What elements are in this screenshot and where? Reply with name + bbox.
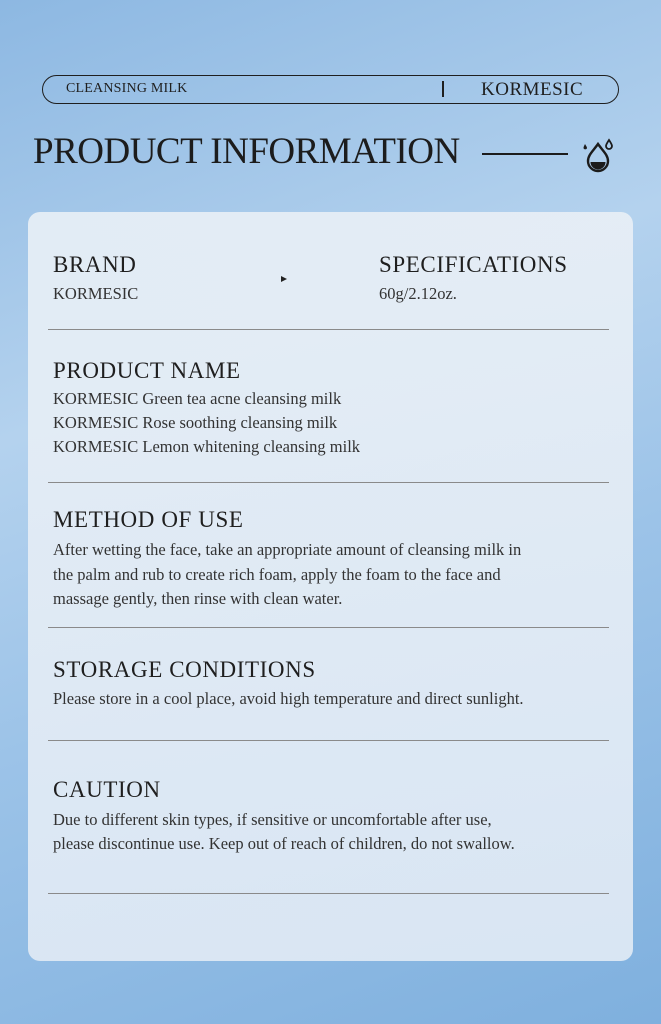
product-name-label: PRODUCT NAME <box>53 358 241 383</box>
specifications-value: 60g/2.12oz. <box>379 284 457 303</box>
section-divider <box>48 482 609 483</box>
caution-line: Due to different skin types, if sensitive or uncomfortable after use, <box>53 810 492 829</box>
section-divider <box>48 893 609 894</box>
product-name-line: KORMESIC Rose soothing cleansing milk <box>53 413 338 432</box>
product-name-line: KORMESIC Lemon whitening cleansing milk <box>53 437 361 456</box>
section-divider <box>48 329 609 330</box>
section-divider <box>48 627 609 628</box>
method-line: the palm and rub to create rich foam, apply the foam to the face and <box>53 565 501 584</box>
product-name-line: KORMESIC Green tea acne cleansing milk <box>53 389 342 408</box>
specifications-label: SPECIFICATIONS <box>379 252 568 277</box>
storage-text: Please store in a cool place, avoid high temperature and direct sunlight. <box>53 689 524 708</box>
info-card <box>28 212 633 961</box>
storage-label: STORAGE CONDITIONS <box>53 657 316 682</box>
banner-divider <box>442 81 444 97</box>
method-label: METHOD OF USE <box>53 507 244 532</box>
category-tag: CLEANSING MILK <box>66 81 188 96</box>
brand-logo: KORMESIC <box>481 79 584 100</box>
caution-label: CAUTION <box>53 777 161 802</box>
top-banner <box>42 75 619 104</box>
arrow-icon <box>280 275 288 283</box>
brand-label: BRAND <box>53 252 137 277</box>
title-rule <box>482 153 568 155</box>
brand-value: KORMESIC <box>53 284 139 303</box>
page-title: PRODUCT INFORMATION <box>33 131 460 172</box>
section-divider <box>48 740 609 741</box>
caution-line: please discontinue use. Keep out of reach of children, do not swallow. <box>53 834 515 853</box>
method-line: massage gently, then rinse with clean water. <box>53 589 343 608</box>
water-drop-icon <box>579 136 617 174</box>
method-line: After wetting the face, take an appropriate amount of cleansing milk in <box>53 540 522 559</box>
